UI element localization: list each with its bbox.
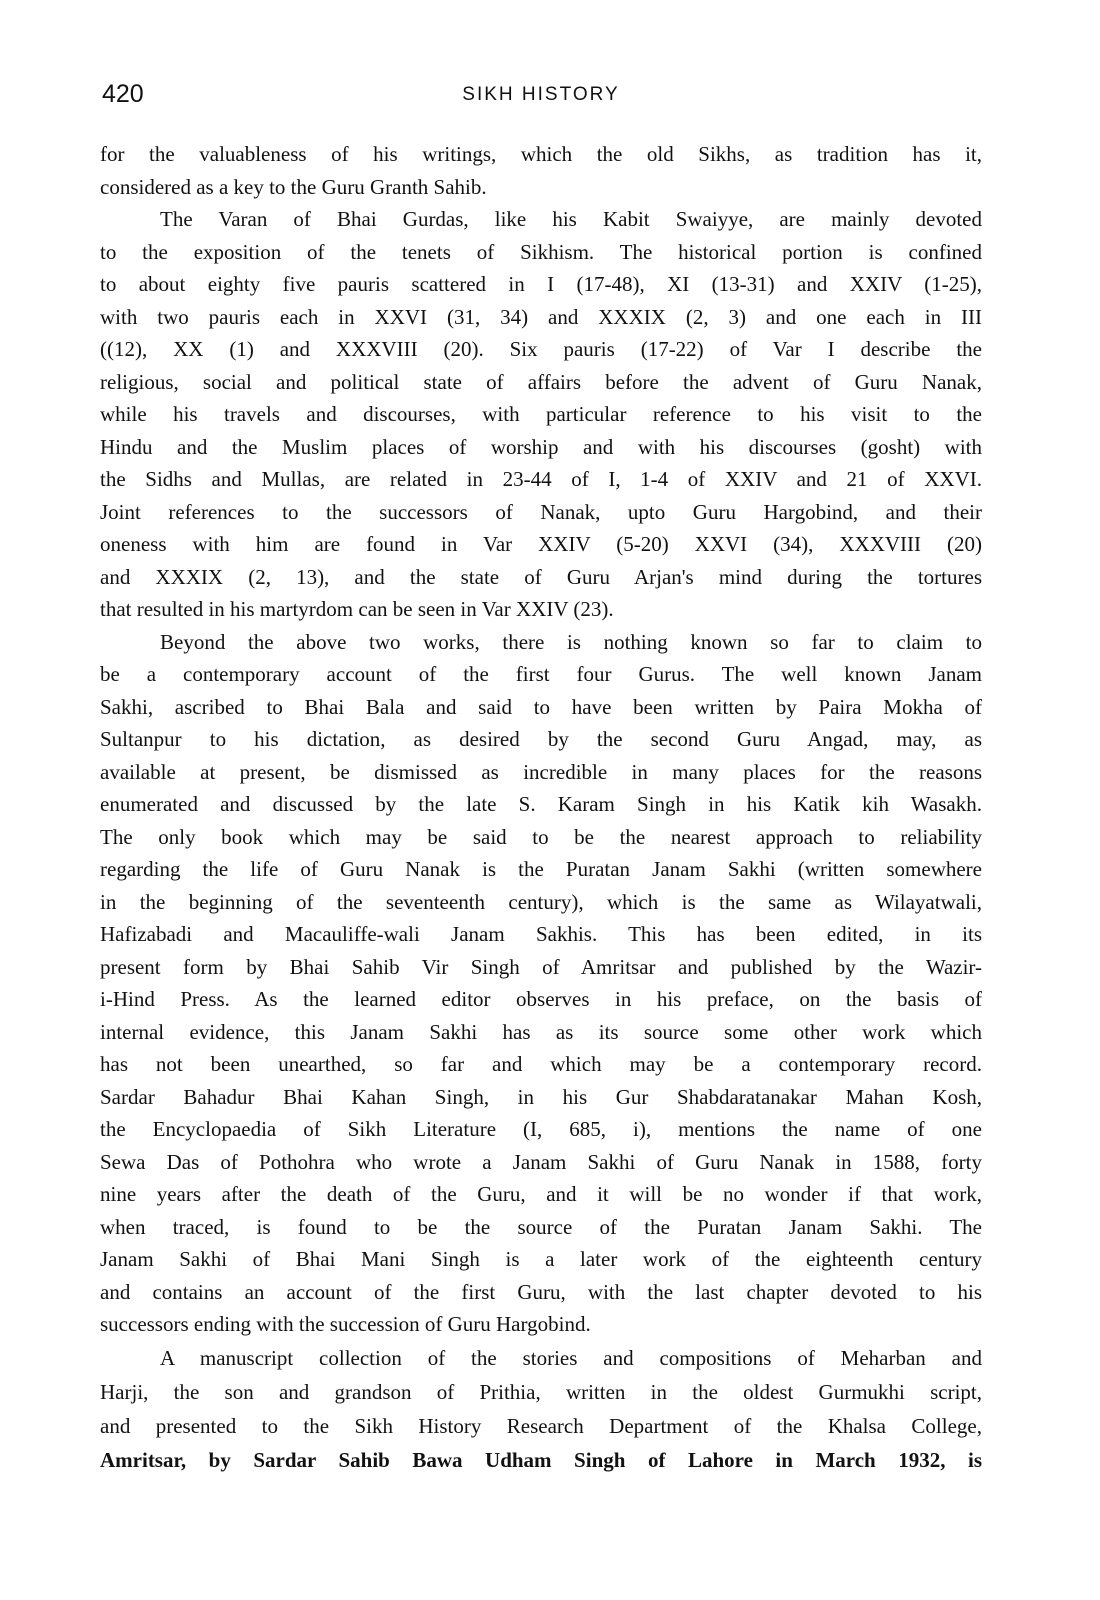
text-line: religious, social and political state of affairs before the advent of Guru Nanak, (100, 369, 982, 394)
text-line: be a contemporary account of the first four Gurus. The well known Janam (100, 662, 982, 686)
text-line: for the valuableness of his writings, which the old Sikhs, as tradition has it, (100, 142, 982, 166)
text-line: Sewa Das of Pothohra who wrote a Janam Sakhi of Guru Nanak in 1588, forty (100, 1149, 982, 1174)
text-line: Beyond the above two works, there is nothing known so far to claim to (160, 629, 982, 654)
text-line: that resulted in his martyrdom can be seen in Var XXIV (23). (100, 597, 614, 621)
text-line: successors ending with the succession of Guru Hargobind. (100, 1312, 591, 1336)
text-line: to the exposition of the tenets of Sikhism. The historical portion is confined (100, 239, 982, 264)
text-line: the Encyclopaedia of Sikh Literature (I, 685, i), mentions the name of one (100, 1117, 982, 1141)
text-line: and contains an account of the first Guru, with the last chapter devoted to his (100, 1279, 982, 1304)
text-line: has not been unearthed, so far and which may be a contemporary record. (100, 1052, 982, 1076)
page-number: 420 (102, 80, 144, 108)
text-line: and XXXIX (2, 13), and the state of Guru Arjan's mind during the tortures (100, 564, 982, 589)
text-line: available at present, be dismissed as incredible in many places for the reasons (100, 759, 982, 784)
text-line: internal evidence, this Janam Sakhi has as its source some other work which (100, 1019, 982, 1044)
text-line: nine years after the death of the Guru, and it will be no wonder if that work, (100, 1182, 982, 1206)
text-line: A manuscript collection of the stories and compositions of Meharban and (160, 1345, 982, 1370)
text-line: Hindu and the Muslim places of worship and with his discourses (gosht) with (100, 434, 982, 459)
text-line: enumerated and discussed by the late S. Karam Singh in his Katik kih Wasakh. (100, 792, 982, 816)
text-line: with two pauris each in XXVI (31, 34) and XXXIX (2, 3) and one each in III (100, 304, 982, 329)
text-line: oneness with him are found in Var XXIV (5-20) XXVI (34), XXXVIII (20) (100, 532, 982, 556)
running-title: SIKH HISTORY (462, 84, 620, 105)
text-line: ((12), XX (1) and XXXVIII (20). Six pauris (17-22) of Var I describe the (100, 337, 982, 361)
text-line: Amritsar, by Sardar Sahib Bawa Udham Singh of Lahore in March 1932, is (100, 1447, 982, 1472)
text-line: while his travels and discourses, with particular reference to his visit to the (100, 402, 982, 426)
text-line: The only book which may be said to be the nearest approach to reliability (100, 824, 982, 849)
text-line: considered as a key to the Guru Granth Sahib. (100, 174, 487, 199)
text-line: and presented to the Sikh History Research Department of the Khalsa College, (100, 1413, 982, 1438)
text-line: The Varan of Bhai Gurdas, like his Kabit Swaiyye, are mainly devoted (160, 207, 982, 231)
body-text (100, 138, 982, 1477)
text-line: i-Hind Press. As the learned editor observes in his preface, on the basis of (100, 987, 982, 1011)
text-line: Joint references to the successors of Nanak, upto Guru Hargobind, and their (100, 499, 982, 524)
text-line: to about eighty five pauris scattered in I (17-48), XI (13-31) and XXIV (1-25), (100, 272, 982, 296)
text-line: when traced, is found to be the source of the Puratan Janam Sakhi. The (100, 1214, 982, 1239)
text-line: Sultanpur to his dictation, as desired by the second Guru Angad, may, as (100, 727, 982, 751)
text-line: Sakhi, ascribed to Bhai Bala and said to have been written by Paira Mokha of (100, 694, 982, 719)
text-line: in the beginning of the seventeenth century), which is the same as Wilayatwali, (100, 889, 982, 914)
text-line: Harji, the son and grandson of Prithia, written in the oldest Gurmukhi script, (100, 1379, 982, 1404)
text-line: Hafizabadi and Macauliffe-wali Janam Sakhis. This has been edited, in its (100, 922, 982, 946)
text-line: Sardar Bahadur Bhai Kahan Singh, in his Gur Shabdaratanakar Mahan Kosh, (100, 1084, 982, 1109)
text-line: Janam Sakhi of Bhai Mani Singh is a later work of the eighteenth century (100, 1247, 982, 1271)
text-line: the Sidhs and Mullas, are related in 23-44 of I, 1-4 of XXIV and 21 of XXVI. (100, 467, 982, 491)
page-header (102, 80, 980, 120)
text-line: present form by Bhai Sahib Vir Singh of Amritsar and published by the Wazir- (100, 954, 982, 979)
text-line: regarding the life of Guru Nanak is the Puratan Janam Sakhi (written somewhere (100, 857, 982, 881)
